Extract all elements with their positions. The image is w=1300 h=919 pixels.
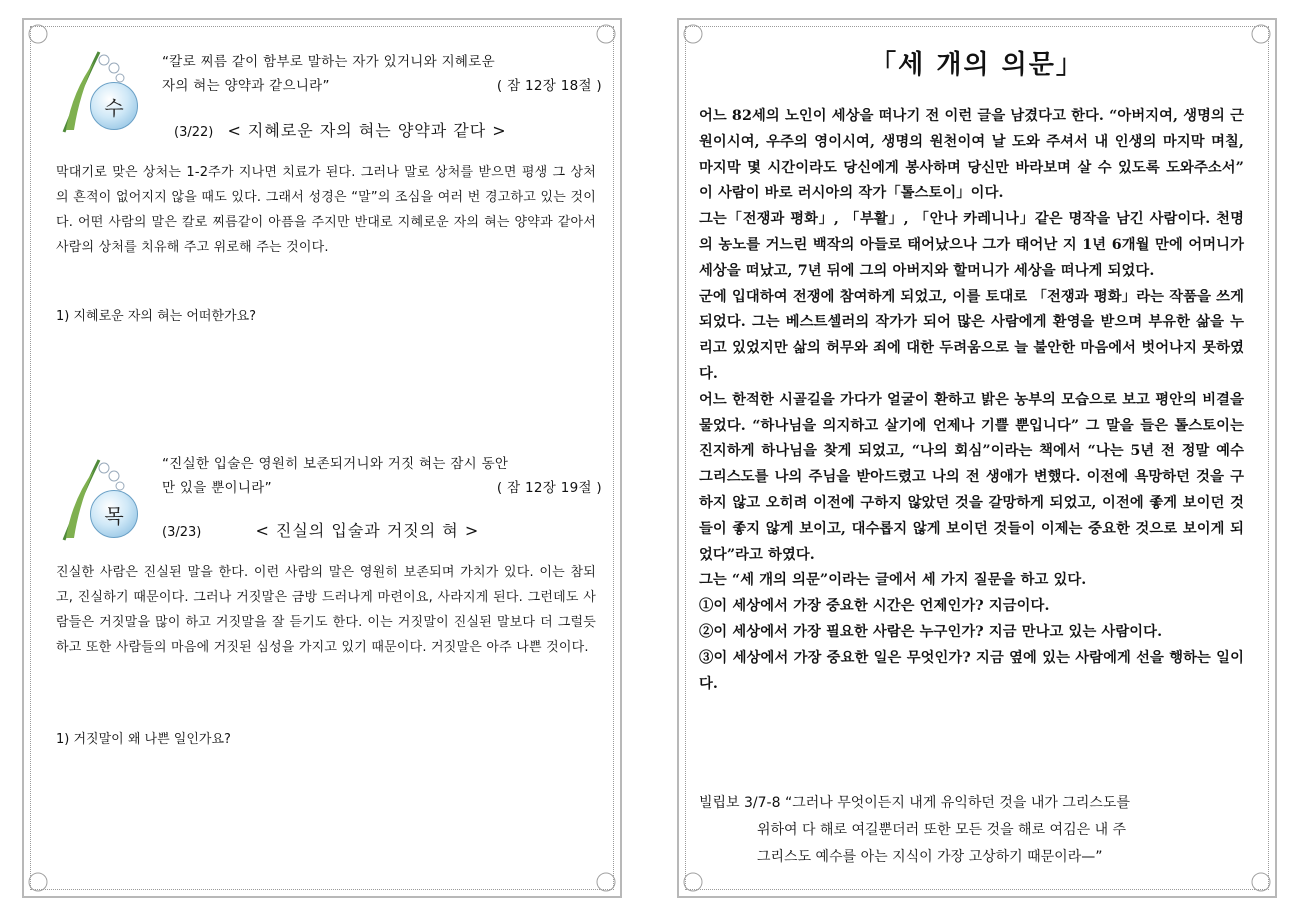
day-badge: 수 bbox=[90, 82, 138, 130]
question-item: ③이 세상에서 가장 중요한 일은 무엇인가? 지금 옆에 있는 사람에게 선을 행하는 일이다. bbox=[699, 649, 1244, 692]
closing-verse bbox=[699, 790, 1244, 871]
day-badge: 목 bbox=[90, 490, 138, 538]
verse-line: 그리스도 예수를 아는 지식이 가장 고상하기 때문이라—” bbox=[757, 849, 1103, 865]
question-item: ①이 세상에서 가장 중요한 시간은 언제인가? 지금이다. bbox=[699, 598, 1050, 615]
article-body bbox=[699, 104, 1244, 697]
question: 1) 지혜로운 자의 혀는 어떠한가요? bbox=[56, 309, 257, 324]
devotion-body: 진실한 사람은 진실된 말을 한다. 이런 사람의 말은 영원히 보존되며 가치가 있다. 이는 참되고, 진실하기 때문이다. 그러나 거짓말은 금방 드러나게 마련이요, 사라지게 된다. 그런데도 사람들은 거짓말을 많이 하고 거짓말을 잘 듣기도 한다. 이는 거짓말이 진실된 말보다 더 그럴듯하고 또한 사람들의 마음에 거짓된 심성을 가지고 있기 때문이다. 거짓말은 아주 나쁜 것이다. bbox=[56, 565, 596, 655]
page-title: 「세 개의 의문」 bbox=[870, 50, 1084, 80]
bible-verse bbox=[162, 50, 602, 98]
date-label: (3/23) bbox=[162, 525, 202, 540]
question-item: ②이 세상에서 가장 필요한 사람은 누구인가? 지금 만나고 있는 사람이다. bbox=[699, 623, 1163, 640]
bible-verse bbox=[162, 452, 602, 500]
date-label: (3/22) bbox=[174, 125, 214, 140]
title-text: < 지혜로운 자의 혀는 양약과 같다 > bbox=[227, 121, 507, 140]
devotion-body: 막대기로 맞은 상처는 1-2주가 지나면 치료가 된다. 그러나 말로 상처를 받으면 평생 그 상처의 흔적이 없어지지 않을 때도 있다. 그래서 성경은 “말”의 조심을 여러 번 경고하고 있는 것이다. 어떤 사람의 말은 칼로 찌름같이 아픔을 주지만 반대로 지혜로운 자의 혀는 양약과 같아서 사람의 상처를 치유해 주고 위로해 주는 것이다. bbox=[56, 165, 596, 255]
devotion-title bbox=[174, 118, 507, 141]
title-text: < 진실의 입술과 거짓의 혀 > bbox=[255, 521, 480, 540]
paragraph: 그는「전쟁과 평화」, 「부활」, 「안나 카레니나」같은 명작을 남긴 사람이다. 천명의 농노를 거느린 백작의 아들로 태어났으나 그가 태어난 지 1년 6개월 만에 어머니가 세상을 떠났고, 7년 뒤에 그의 아버지와 할머니가 세상을 떠나게 되었다. bbox=[699, 211, 1244, 279]
paragraph: 그는 “세 개의 의문”이라는 글에서 세 가지 질문을 하고 있다. bbox=[699, 572, 1087, 589]
verse-reference: ( 잠 12장 18절 ) bbox=[496, 78, 602, 94]
devotion-title bbox=[162, 518, 479, 541]
verse-line: 빌립보 3/7-8 “그러나 무엇이든지 내게 유익하던 것을 내가 그리스도를 bbox=[699, 795, 1130, 811]
paragraph: 어느 82세의 노인이 세상을 떠나기 전 이런 글을 남겼다고 한다. “아버지여, 생명의 근원이시여, 우주의 영이시여, 생명의 원천이여 날 도와 주셔서 내 인생의 마지막 며칠, 마지막 몇 시간이라도 당신에게 봉사하며 당신만 바라보며 살 수 있도록 도와주소서” 이 사람이 바로 러시아의 작가「톨스토이」이다. bbox=[699, 108, 1244, 202]
lily-icon bbox=[54, 42, 144, 137]
verse-line: 위하여 다 해로 여길뿐더러 또한 모든 것을 해로 여김은 내 주 bbox=[757, 822, 1127, 838]
verse-reference: ( 잠 12장 19절 ) bbox=[496, 480, 602, 496]
lily-icon bbox=[54, 450, 144, 545]
paragraph: 어느 한적한 시골길을 가다가 얼굴이 환하고 밝은 농부의 모습으로 보고 평안의 비결을 물었다. “하나님을 의지하고 살기에 언제나 기쁠 뿐입니다” 그 말을 들은 톨스토이는 진지하게 하나님을 찾게 되었고, “나의 회심”이라는 책에서 “나는 5년 전 정말 예수 그리스도를 나의 주님을 받아드렸고 나의 전 생애가 변했다. 이전에 욕망하던 것을 구하지 않고 오히려 이전에 구하지 않았던 것을 갈망하게 되었고, 이전에 좋게 보이던 것들이 좋지 않게 보이고, 대수롭지 않게 보이던 것들이 이제는 중요한 것으로 보이게 되었다”라고 하였다. bbox=[699, 391, 1245, 563]
paragraph: 군에 입대하여 전쟁에 참여하게 되었고, 이를 토대로 「전쟁과 평화」라는 작품을 쓰게 되었다. 그는 베스트셀러의 작가가 되어 많은 사람에게 환영을 받으며 부유한 삶을 누리고 있었지만 삶의 허무와 죄에 대한 두려움으로 늘 불안한 마음에서 벗어나지 못하였다. bbox=[699, 288, 1244, 382]
verse-line: 만 있을 뿐이니라” bbox=[162, 480, 272, 496]
right-page bbox=[677, 18, 1277, 898]
left-page bbox=[22, 18, 622, 898]
verse-line: “칼로 찌름 같이 함부로 말하는 자가 있거니와 지혜로운 bbox=[162, 54, 495, 70]
verse-line: 자의 혀는 양약과 같으니라” bbox=[162, 78, 330, 94]
verse-line: “진실한 입술은 영원히 보존되거니와 거짓 혀는 잠시 동안 bbox=[162, 456, 509, 472]
question: 1) 거짓말이 왜 나쁜 일인가요? bbox=[56, 732, 231, 747]
